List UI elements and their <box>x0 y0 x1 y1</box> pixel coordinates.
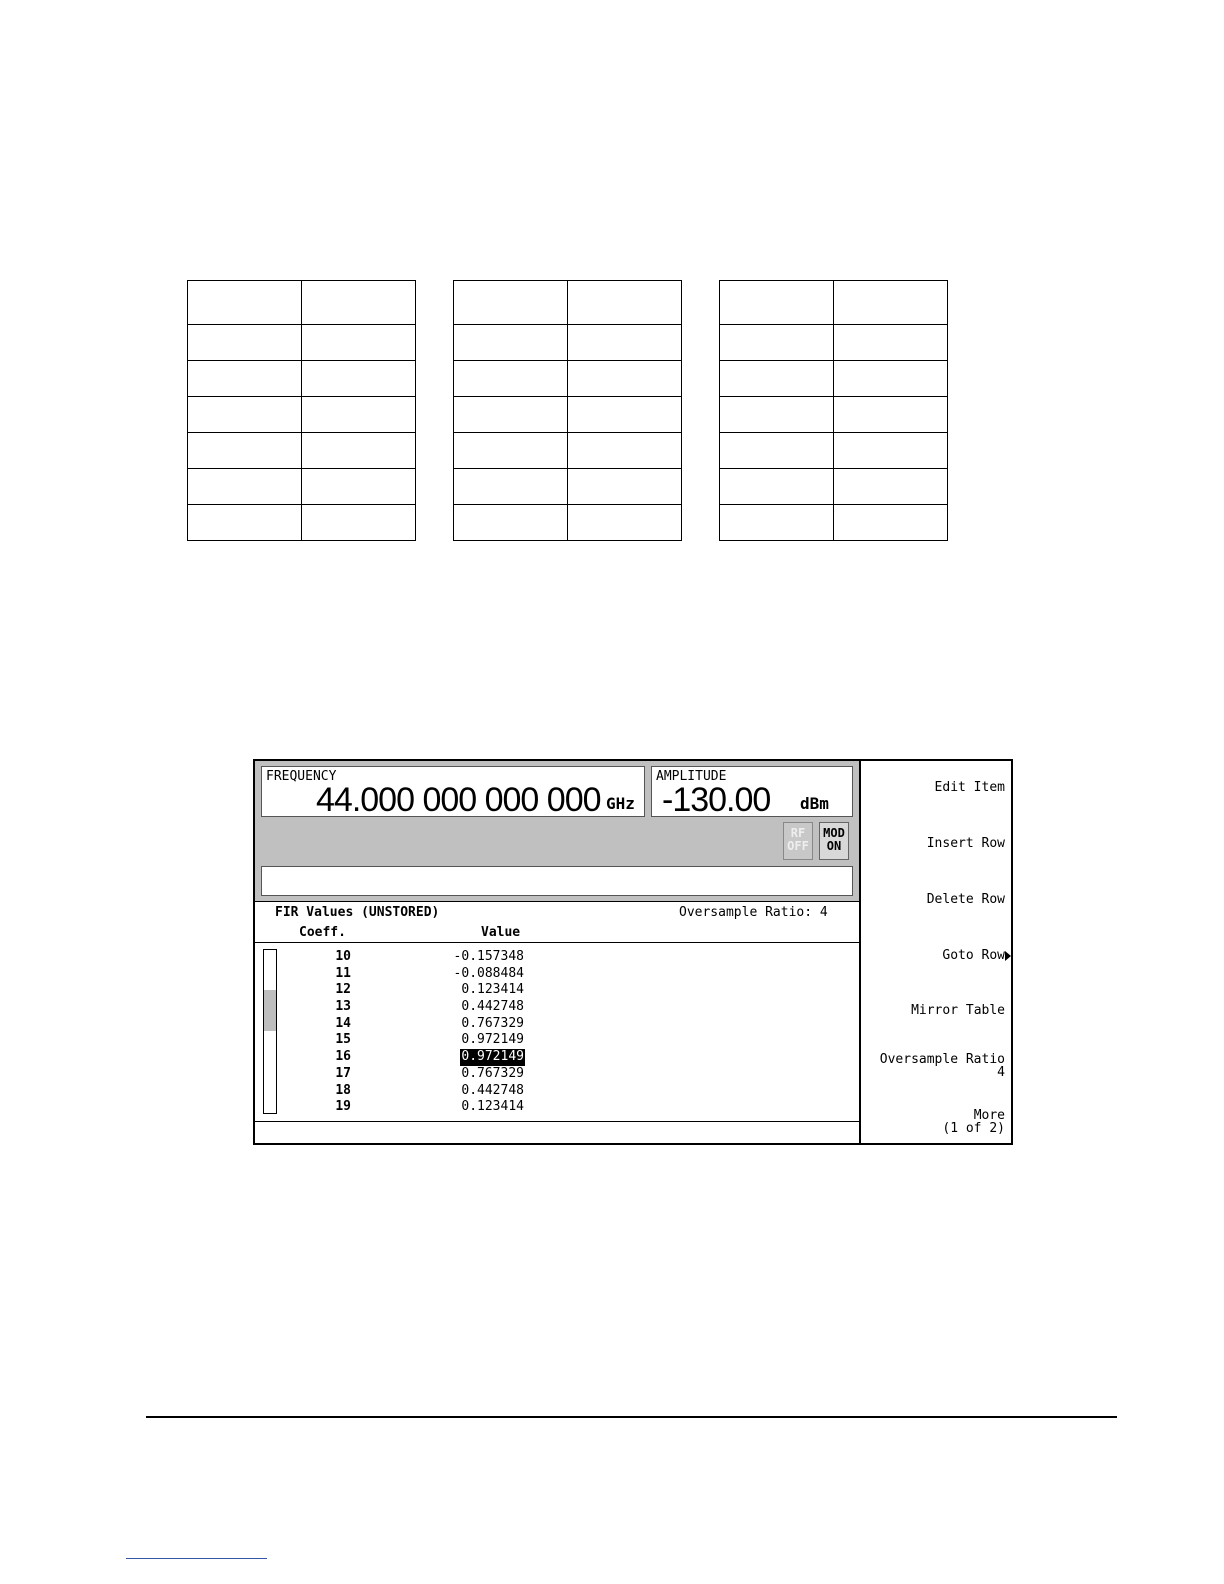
table-row[interactable]: 11 -0.088484 <box>335 965 524 981</box>
mod-on-annunciator: MOD ON <box>819 822 849 860</box>
edit-item-softkey[interactable]: Edit Item <box>934 780 1005 795</box>
instrument-screen <box>253 759 1013 1145</box>
rf-off-annunciator: RF OFF <box>783 822 813 860</box>
table-row[interactable]: 10 -0.157348 <box>335 949 524 964</box>
table-row[interactable]: 17 0.767329 <box>335 1065 524 1081</box>
footer-link-underline <box>126 1558 267 1559</box>
empty-table-2 <box>453 280 682 541</box>
goto-row-softkey[interactable]: Goto Row <box>942 949 1011 962</box>
frequency-unit: GHz <box>606 794 635 813</box>
amplitude-label: AMPLITUDE <box>656 769 727 784</box>
more-softkey[interactable]: More (1 of 2) <box>942 1108 1005 1136</box>
table-row[interactable]: 12 0.123414 <box>335 982 524 998</box>
submenu-arrow-icon <box>1005 951 1011 961</box>
empty-table-3 <box>719 280 948 541</box>
oversample-ratio-readout: Oversample Ratio: 4 <box>679 905 828 920</box>
main-display <box>255 761 861 1143</box>
table-title: FIR Values (UNSTORED) <box>275 905 440 920</box>
column-header-coeff: Coeff. <box>299 925 346 940</box>
message-line <box>261 866 853 896</box>
frequency-value: 44.000 000 000 000 <box>316 781 601 819</box>
empty-table-1 <box>187 280 416 541</box>
softkey-panel <box>861 761 1011 1143</box>
mirror-table-softkey[interactable]: Mirror Table <box>911 1003 1005 1018</box>
amplitude-readout <box>651 766 853 817</box>
column-header-value: Value <box>481 925 521 940</box>
insert-row-softkey[interactable]: Insert Row <box>926 836 1005 851</box>
table-divider-bottom <box>255 1121 859 1122</box>
table-row-selected[interactable]: 16 0.972149 <box>335 1049 524 1065</box>
status-area <box>255 761 859 902</box>
selected-value-cell[interactable]: 0.972149 <box>461 1049 524 1065</box>
frequency-label: FREQUENCY <box>266 769 337 784</box>
delete-row-softkey[interactable]: Delete Row <box>926 892 1005 907</box>
table-row[interactable]: 14 0.767329 <box>335 1015 524 1031</box>
fir-table-body <box>255 949 859 1116</box>
table-divider <box>255 942 859 943</box>
amplitude-value: -130.00 <box>662 781 771 819</box>
oversample-ratio-softkey[interactable]: Oversample Ratio 4 <box>879 1052 1005 1080</box>
table-row[interactable]: 18 0.442748 <box>335 1082 524 1098</box>
table-row[interactable]: 15 0.972149 <box>335 1032 524 1048</box>
table-row[interactable]: 13 0.442748 <box>335 999 524 1015</box>
table-row[interactable]: 19 0.123414 <box>335 1099 524 1115</box>
footer-divider <box>146 1416 1117 1418</box>
frequency-readout <box>261 766 645 817</box>
amplitude-unit: dBm <box>800 794 829 813</box>
